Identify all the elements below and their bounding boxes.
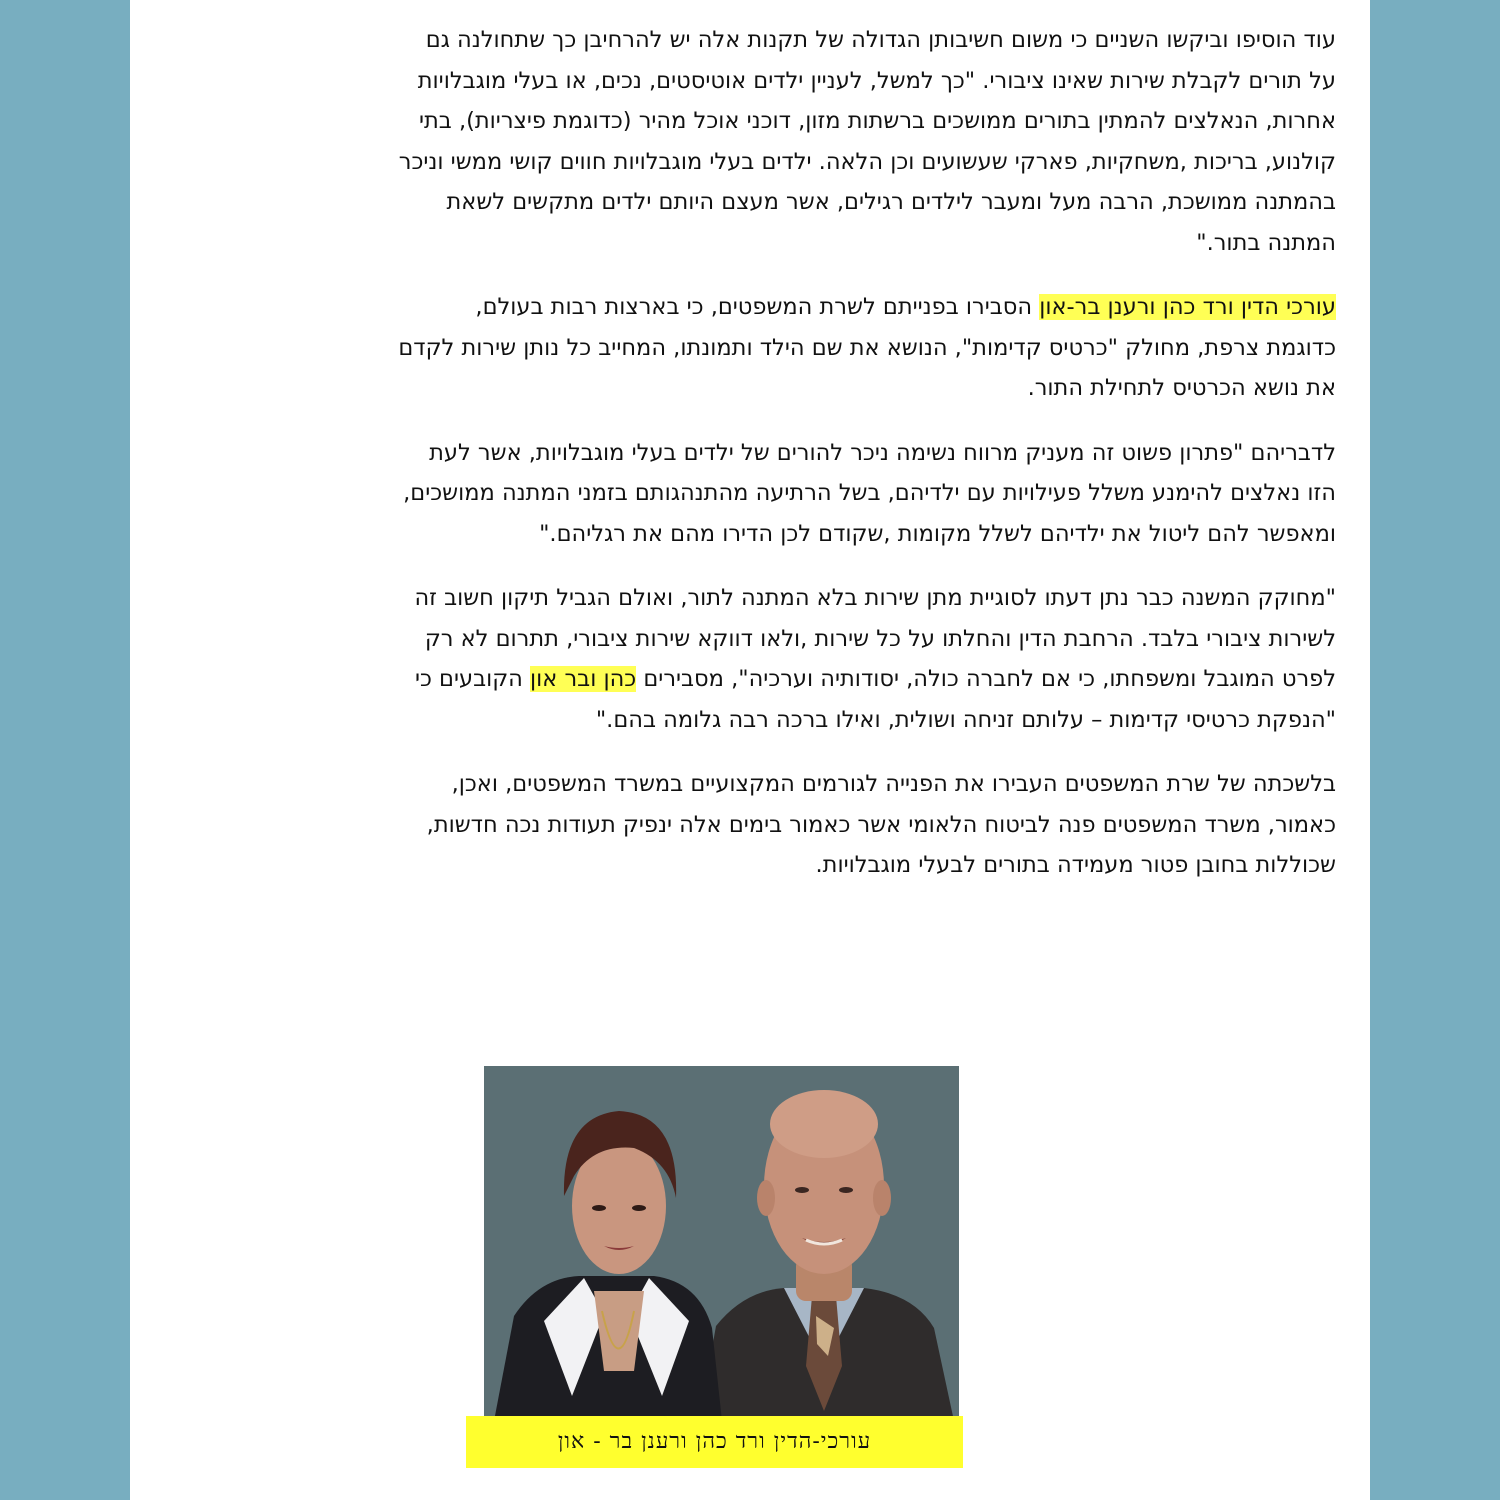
text-line [190,368,1336,409]
highlighted-name: עורכי הדין ורד כהן ורענן בר-און [1039,294,1336,320]
text-segment: בהמתנה ממושכת, הרבה מעל ומעבר לילדים רגילים, אשר מעצם היותם ילדים מתקשים לשאת [446,189,1336,215]
text-segment: כדוגמת צרפת, מחולק "כרטיס קדימות", הנושא את שם הילד ותמונתו, המחייב כל נותן שירות לקדם [398,334,1336,361]
text-segment: אחרות, הנאלצים להמתין בתורים ממושכים ברשתות מזון, דוכני אוכל מהיר (כדוגמת פיצריות), בתי [418,108,1336,134]
text-line [190,578,1336,619]
text-segment: לפרט המוגבל ומשפחתו, כי אם לחברה כולה, יסודותיה וערכיה", מסבירים [636,666,1336,692]
text-line [190,433,1336,474]
text-line [190,805,1336,846]
paragraph [190,764,1336,886]
text-line [190,223,1336,264]
text-segment: על תורים לקבלת שירות שאינו ציבורי. "כך למשל, לעניין ילדים אוטיסטים, נכים, או בעלי מוגבלויות [417,67,1336,94]
text-segment: "הנפקת כרטיסי קדימות – עלותם זניחה ושולית, ואילו ברכה רבה גלומה בהם." [595,706,1336,733]
text-segment: עוד הוסיפו וביקשו השניים כי משום חשיבותן הגדולה של תקנות אלה יש להרחיבן כך שתחולנה גם [425,27,1336,53]
text-segment: קולנוע, בריכות ,משחקיות, פארקי שעשועים וכן הלאה. ילדים בעלי מוגבלויות חווים קושי ממשי וניכר [398,148,1336,175]
paragraph [190,433,1336,555]
text-segment: כאמור, משרד המשפטים פנה לביטוח הלאומי אשר כאמור בימים אלה ינפיק תעודות נכה חדשות, [426,811,1336,838]
text-line [190,514,1336,555]
text-line [190,473,1336,514]
text-line [190,328,1336,369]
text-segment: הסבירו בפנייתם לשרת המשפטים, כי בארצות רבות בעולם, [475,294,1040,320]
paragraph [190,578,1336,740]
text-segment: לשירות ציבורי בלבד. הרחבת הדין והחלתו על כל שירות ,ולאו דווקא שירות ציבורי, תתרום לא רק [424,625,1336,652]
text-segment: "מחוקק המשנה כבר נתן דעתו לסוגיית מתן שירות בלא המתנה לתור, ואולם הגביל תיקון חשוב זה [414,585,1336,611]
text-line [190,101,1336,142]
text-segment: לדבריהם "פתרון פשוט זה מעניק מרווח נשימה ניכר להורים של ילדים בעלי מוגבלויות, אשר לעת [429,439,1336,466]
photo-caption: עורכי-הדין ורד כהן ורענן בר - און [466,1416,963,1468]
lawyers-photo [484,1066,959,1421]
highlighted-name: כהן ובר און [530,666,637,692]
text-line [190,182,1336,223]
text-segment: ומאפשר להם ליטול את ילדיהם לשלל מקומות ,שקודם לכן הדירו מהם את רגליהם." [539,520,1336,547]
text-segment: את נושא הכרטיס לתחילת התור. [1027,375,1336,401]
text-line [190,845,1336,886]
text-segment: המתנה בתור." [1196,229,1336,256]
text-segment: הקובעים כי [414,666,531,692]
text-line [190,287,1336,328]
text-line [190,619,1336,660]
text-line [190,142,1336,183]
text-line [190,764,1336,805]
article-body [190,20,1336,910]
text-segment: שכוללות בחובן פטור מעמידה בתורים לבעלי מוגבלויות. [815,852,1336,878]
paragraph [190,20,1336,263]
text-line [190,700,1336,741]
document-page [130,0,1370,1500]
text-line [190,61,1336,102]
text-segment: הזו נאלצים להימנע משלל פעילויות עם ילדיהם, בשל הרתיעה מהתנהגותם בזמני המתנה ממושכים, [403,480,1336,506]
text-line [190,659,1336,700]
text-line [190,20,1336,61]
text-segment: בלשכתה של שרת המשפטים העבירו את הפנייה לגורמים המקצועיים במשרד המשפטים, ואכן, [451,771,1336,797]
paragraph [190,287,1336,409]
